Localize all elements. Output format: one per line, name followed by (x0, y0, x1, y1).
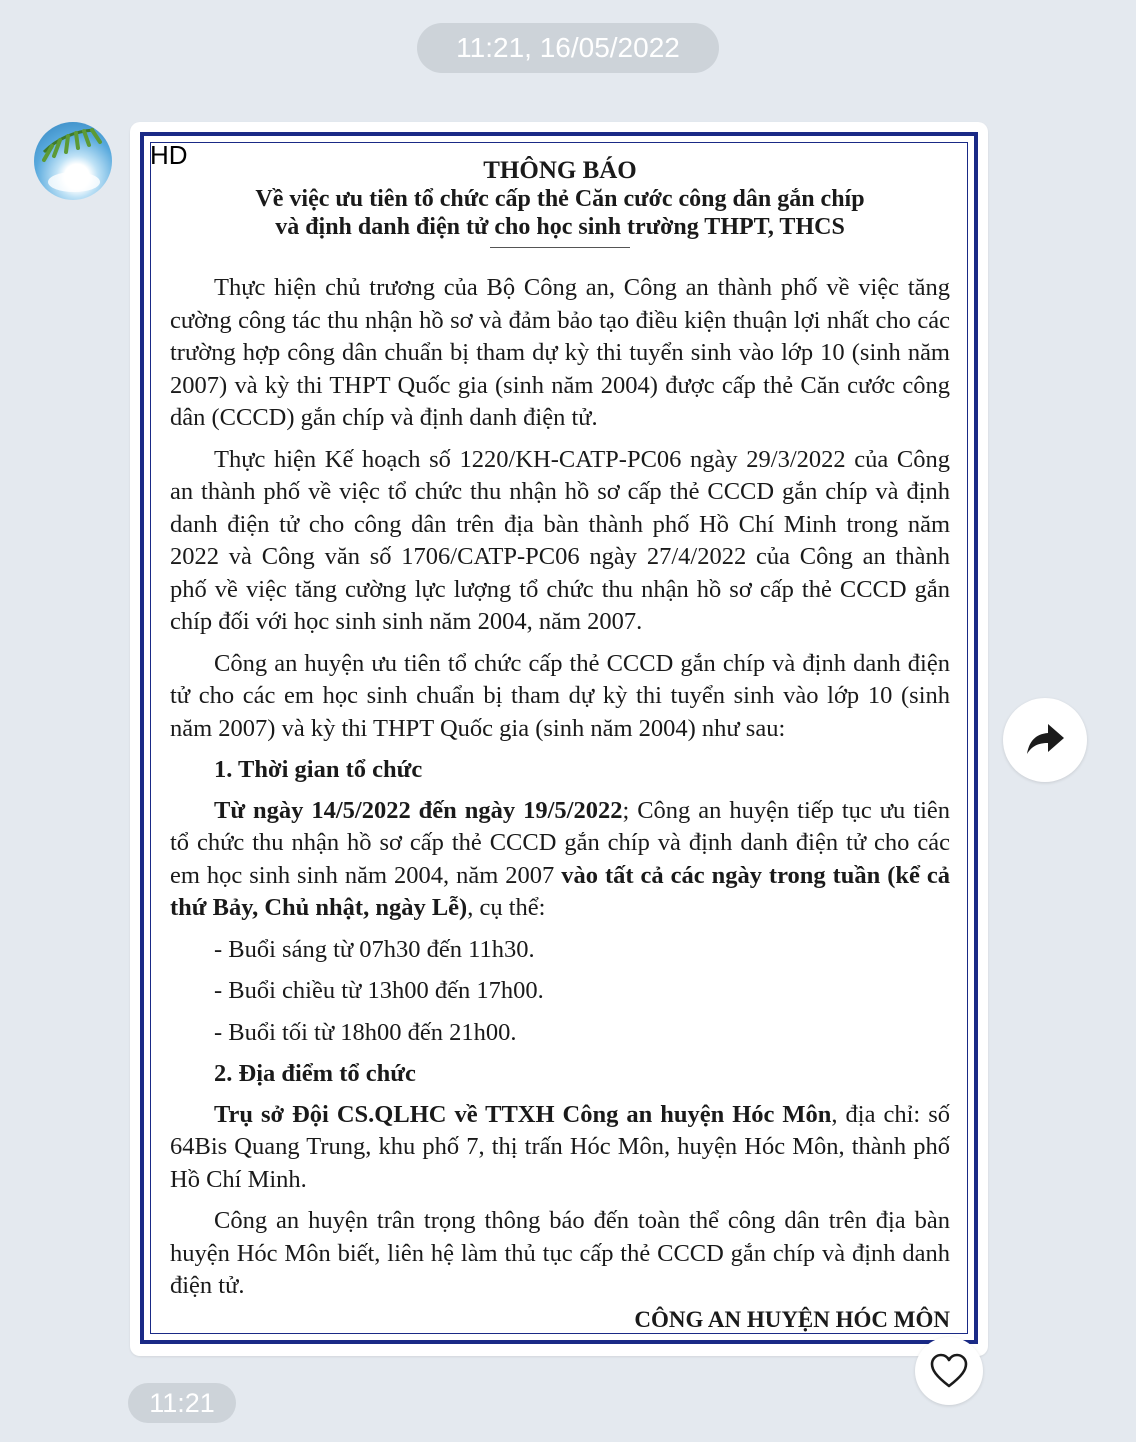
date-separator: 11:21, 16/05/2022 (417, 23, 719, 73)
bullet-afternoon: - Buổi chiều từ 13h00 đến 17h00. (214, 977, 544, 1004)
section-heading-time: 1. Thời gian tổ chức (214, 756, 423, 783)
react-button[interactable] (915, 1337, 983, 1405)
forward-share-icon (1024, 720, 1066, 760)
paragraph-6: Công an huyện trân trọng thông báo đến toàn thể công dân trên địa bàn huyện Hóc Môn biết, liên hệ làm thủ tục cấp thẻ CCCD gắn chíp và định danh điện tử. (170, 1207, 950, 1299)
document-title: THÔNG BÁO (483, 157, 637, 184)
title-underline (490, 247, 630, 248)
paragraph-1: Thực hiện chủ trương của Bộ Công an, Công an thành phố về việc tăng cường công tác thu nhận hồ sơ và đảm bảo tạo điều kiện thuận lợi nhất cho các trường hợp công dân chuẩn bị tham dự kỳ thi tuyển sinh vào lớp 10 (sinh năm 2007) và kỳ thi THPT Quốc gia (sinh năm 2004) được cấp thẻ Căn cước công dân (CCCD) gắn chíp và định danh điện tử. (170, 274, 950, 431)
location-bold: Trụ sở Đội CS.QLHC về TTXH Công an huyện Hóc Môn (214, 1100, 832, 1128)
paragraph-4 (170, 795, 950, 925)
avatar-image (34, 122, 112, 200)
message-time: 11:21 (128, 1383, 236, 1423)
paragraph-2: Thực hiện Kế hoạch số 1220/KH-CATP-PC06 ngày 29/3/2022 của Công an thành phố về việc tổ chức thu nhận hồ sơ cấp thẻ CCCD gắn chíp và định danh điện tử cho công dân trên địa bàn thành phố Hồ Chí Minh trong năm 2022 và Công văn số 1706/CATP-PC06 ngày 27/4/2022 của Công an thành phố về việc tăng cường lực lượng tổ chức thu nhận hồ sơ cấp thẻ CCCD gắn chíp đối với học sinh sinh năm 2004, năm 2007. (170, 445, 950, 635)
paragraph-3: Công an huyện ưu tiên tổ chức cấp thẻ CCCD gắn chíp và định danh điện tử cho các em học sinh chuẩn bị tham dự kỳ thi tuyển sinh vào lớp 10 (sinh năm 2007) và kỳ thi THPT Quốc gia (sinh năm 2004) như sau: (170, 649, 950, 742)
image-message[interactable] (130, 122, 988, 1356)
heart-icon (930, 1353, 968, 1389)
paragraph-4-text: ; Công an huyện tiếp tục ưu tiên tổ chức thu nhận hồ sơ cấp thẻ CCCD gắn chíp và định danh điện tử cho các em học sinh sinh năm 2004, năm 2007 (170, 796, 950, 889)
document-subtitle-line1: Về việc ưu tiên tổ chức cấp thẻ Căn cước công dân gắn chíp (255, 186, 865, 212)
document-subtitle-line2: và định danh điện tử cho học sinh trường THPT, THCS (275, 214, 845, 240)
bullet-morning: - Buổi sáng từ 07h30 đến 11h30. (214, 935, 535, 963)
signature: CÔNG AN HUYỆN HÓC MÔN (634, 1306, 950, 1332)
avatar[interactable] (34, 122, 112, 200)
address-text: , địa chỉ: số 64Bis Quang Trung, khu phố 7, thị trấn Hóc Môn, huyện Hóc Môn, thành phố Hồ Chí Minh. (170, 1100, 950, 1193)
bullet-evening: - Buổi tối từ 18h00 đến 21h00. (214, 1018, 517, 1046)
notice-document (170, 156, 950, 1345)
all-days-bold: vào tất cả các ngày trong tuần (kể cả thứ Bảy, Chủ nhật, ngày Lễ) (170, 861, 950, 921)
forward-button[interactable] (1003, 698, 1087, 782)
date-range-bold: Từ ngày 14/5/2022 đến ngày 19/5/2022 (214, 796, 623, 824)
section-heading-location: 2. Địa điểm tổ chức (214, 1060, 416, 1087)
paragraph-4-tail: , cụ thể: (467, 894, 546, 921)
hd-badge: HD (150, 140, 188, 170)
paragraph-5 (170, 1099, 950, 1197)
